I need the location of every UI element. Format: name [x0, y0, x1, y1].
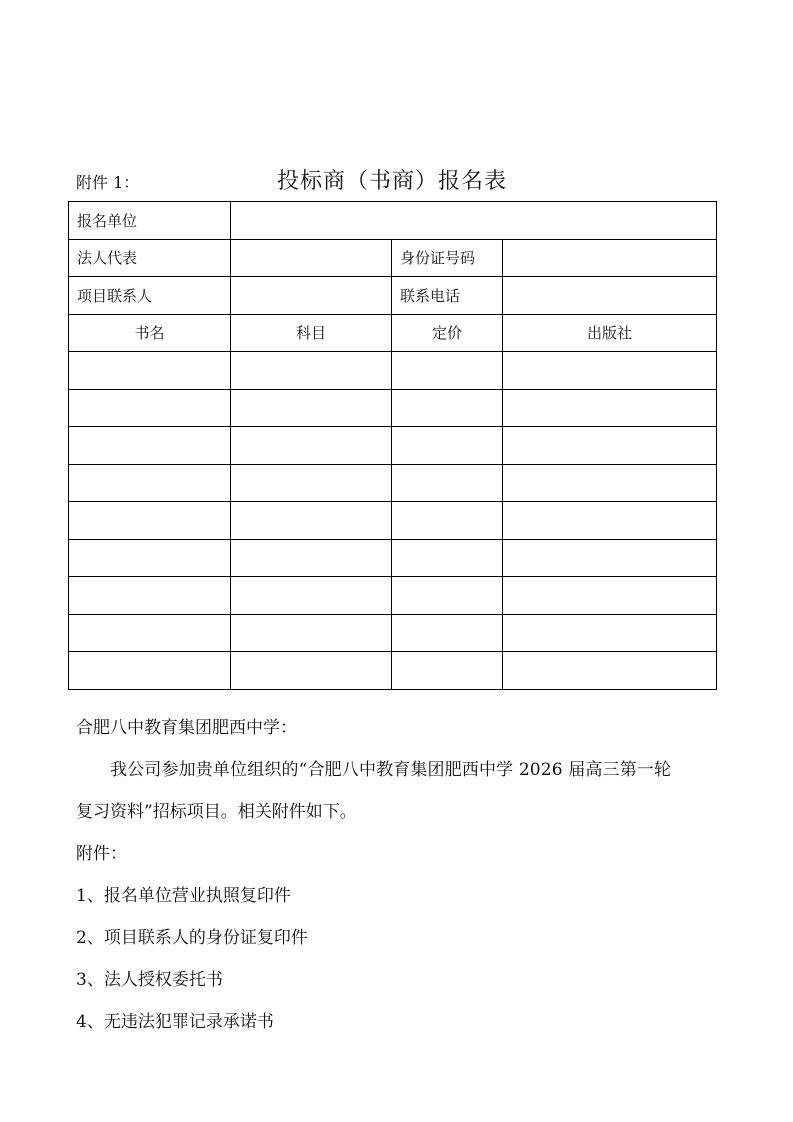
subject-cell[interactable] — [231, 614, 392, 652]
subject-cell[interactable] — [231, 652, 392, 690]
book-entry-row — [69, 577, 717, 615]
publisher-cell[interactable] — [503, 652, 717, 690]
publisher-cell[interactable] — [503, 577, 717, 615]
book-entry-row — [69, 652, 717, 690]
letter-paragraph-line-2: 复习资料”招标项目。相关附件如下。 — [76, 802, 357, 822]
subject-cell[interactable] — [231, 502, 392, 540]
column-header-price: 定价 — [392, 314, 503, 352]
book-entry-row — [69, 502, 717, 540]
column-header-publisher: 出版社 — [503, 314, 717, 352]
contact-phone-field[interactable] — [503, 277, 717, 315]
registration-form-table — [68, 201, 717, 690]
book-title-cell[interactable] — [69, 652, 231, 690]
publisher-cell[interactable] — [503, 464, 717, 502]
publisher-cell[interactable] — [503, 389, 717, 427]
form-header — [68, 164, 716, 198]
price-cell[interactable] — [392, 427, 503, 465]
book-entry-row — [69, 539, 717, 577]
legal-representative-label: 法人代表 — [69, 239, 231, 277]
publisher-cell[interactable] — [503, 539, 717, 577]
legal-representative-field[interactable] — [231, 239, 392, 277]
book-title-cell[interactable] — [69, 389, 231, 427]
attachment-item: 1、报名单位营业执照复印件 — [76, 886, 291, 906]
book-entry-row — [69, 352, 717, 390]
letter-paragraph-line-1: 我公司参加贵单位组织的“合肥八中教育集团肥西中学 2026 届高三第一轮 — [110, 760, 672, 780]
id-number-label: 身份证号码 — [392, 239, 503, 277]
row-registration-unit — [69, 202, 717, 240]
subject-cell[interactable] — [231, 427, 392, 465]
price-cell[interactable] — [392, 652, 503, 690]
column-header-subject: 科目 — [231, 314, 392, 352]
publisher-cell[interactable] — [503, 614, 717, 652]
column-header-book-title: 书名 — [69, 314, 231, 352]
price-cell[interactable] — [392, 539, 503, 577]
price-cell[interactable] — [392, 352, 503, 390]
book-title-cell[interactable] — [69, 577, 231, 615]
book-entry-row — [69, 614, 717, 652]
attachment-label: 附件 1： — [76, 173, 140, 192]
id-number-field[interactable] — [503, 239, 717, 277]
price-cell[interactable] — [392, 464, 503, 502]
attachment-item: 4、无违法犯罪记录承诺书 — [76, 1012, 274, 1032]
book-title-cell[interactable] — [69, 352, 231, 390]
letter-body — [76, 707, 726, 1043]
form-title: 投标商（书商）报名表 — [276, 169, 507, 194]
registration-unit-label: 报名单位 — [69, 202, 231, 240]
attachment-item: 3、法人授权委托书 — [76, 970, 223, 990]
letter-salutation: 合肥八中教育集团肥西中学： — [76, 718, 297, 738]
registration-unit-field[interactable] — [231, 202, 717, 240]
book-title-cell[interactable] — [69, 614, 231, 652]
publisher-cell[interactable] — [503, 502, 717, 540]
book-title-cell[interactable] — [69, 427, 231, 465]
project-contact-field[interactable] — [231, 277, 392, 315]
row-project-contact — [69, 277, 717, 315]
book-title-cell[interactable] — [69, 539, 231, 577]
row-legal-representative — [69, 239, 717, 277]
price-cell[interactable] — [392, 614, 503, 652]
subject-cell[interactable] — [231, 539, 392, 577]
book-title-cell[interactable] — [69, 464, 231, 502]
book-entry-row — [69, 389, 717, 427]
price-cell[interactable] — [392, 502, 503, 540]
attachment-item: 2、项目联系人的身份证复印件 — [76, 928, 308, 948]
book-table-header-row — [69, 314, 717, 352]
price-cell[interactable] — [392, 389, 503, 427]
price-cell[interactable] — [392, 577, 503, 615]
contact-phone-label: 联系电话 — [392, 277, 503, 315]
attachments-heading: 附件： — [76, 844, 127, 864]
book-title-cell[interactable] — [69, 502, 231, 540]
subject-cell[interactable] — [231, 577, 392, 615]
publisher-cell[interactable] — [503, 427, 717, 465]
project-contact-label: 项目联系人 — [69, 277, 231, 315]
publisher-cell[interactable] — [503, 352, 717, 390]
subject-cell[interactable] — [231, 352, 392, 390]
book-entry-row — [69, 464, 717, 502]
subject-cell[interactable] — [231, 464, 392, 502]
subject-cell[interactable] — [231, 389, 392, 427]
book-entry-row — [69, 427, 717, 465]
